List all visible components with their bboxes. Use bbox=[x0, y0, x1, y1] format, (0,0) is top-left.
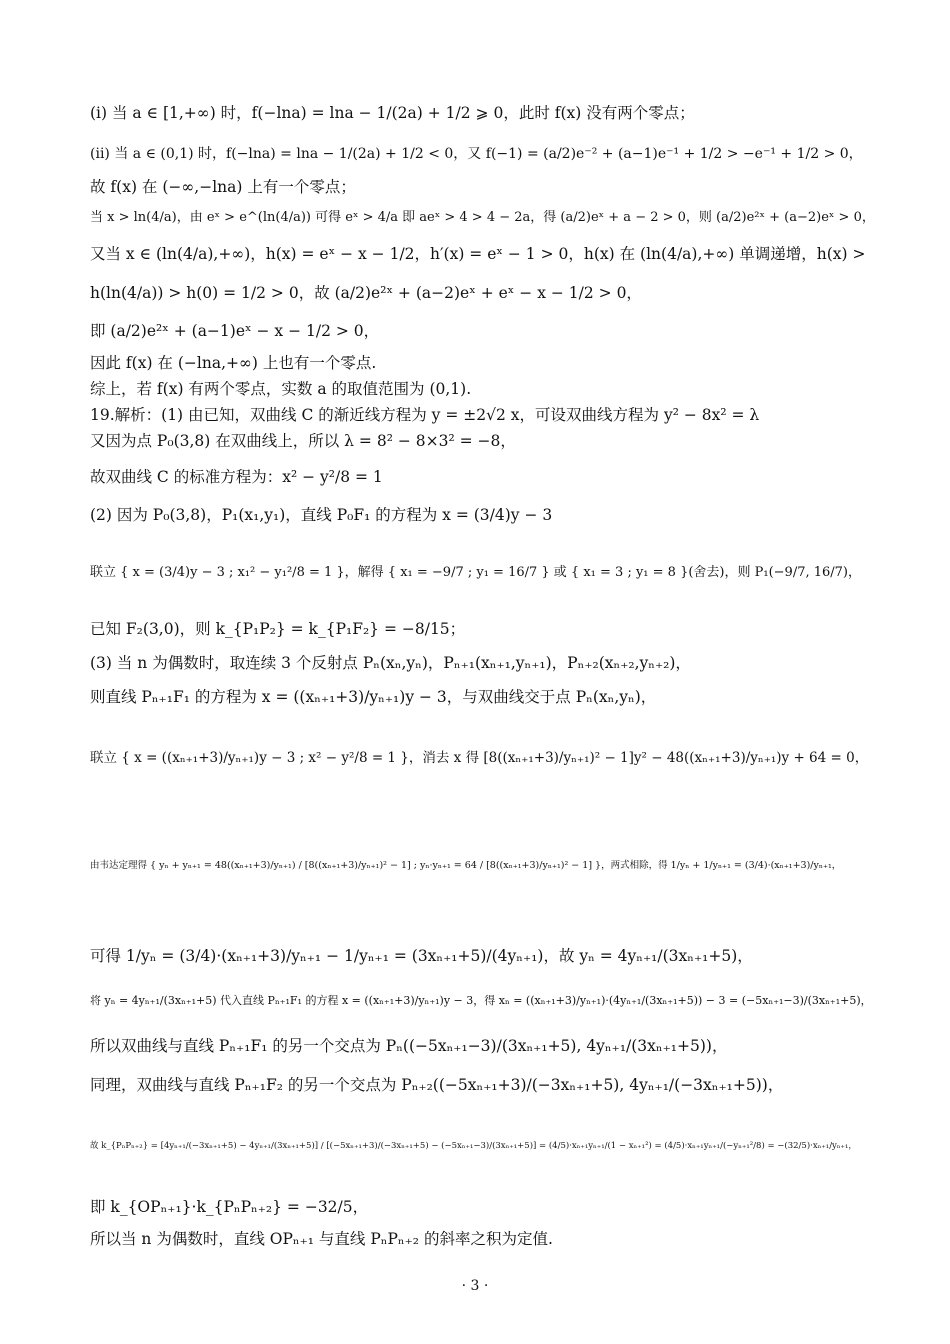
page-number: · 3 · bbox=[461, 1278, 489, 1294]
text-line-4: 当 x > ln(4/a)，由 eˣ > e^(ln(4/a)) 可得 eˣ > 4/a 即 aeˣ > 4 > 4 − 2a，得 (a/2)eˣ + a − 2 > 0，则 (a/2)e²ˣ + (a−2)eˣ > 0， bbox=[90, 210, 875, 225]
text-line-26: 所以当 n 为偶数时，直线 OPₙ₊₁ 与直线 PₙPₙ₊₂ 的斜率之积为定值. bbox=[90, 1230, 553, 1248]
text-line-5: 又当 x ∈ (ln(4/a),+∞)，h(x) = eˣ − x − 1/2，h′(x) = eˣ − 1 > 0，h(x) 在 (ln(4/a),+∞) 单调递增，h(x) > bbox=[90, 245, 866, 263]
text-line-17: 则直线 Pₙ₊₁F₁ 的方程为 x = ((xₙ₊₁+3)/yₙ₊₁)y − 3，与双曲线交于点 Pₙ(xₙ,yₙ)， bbox=[90, 688, 657, 706]
text-line-9: 综上，若 f(x) 有两个零点，实数 a 的取值范围为 (0,1). bbox=[90, 380, 472, 398]
text-line-20: 可得 1/yₙ = (3/4)·(xₙ₊₁+3)/yₙ₊₁ − 1/yₙ₊₁ = (3xₙ₊₁+5)/(4yₙ₊₁)，故 yₙ = 4yₙ₊₁/(3xₙ₊₁+5)， bbox=[90, 947, 753, 965]
text-line-6: h(ln(4/a)) > h(0) = 1/2 > 0，故 (a/2)e²ˣ + (a−2)eˣ + eˣ − x − 1/2 > 0， bbox=[90, 284, 642, 302]
text-line-25: 即 k_{OPₙ₊₁}·k_{PₙPₙ₊₂} = −32/5， bbox=[90, 1198, 369, 1216]
text-line-1: (i) 当 a ∈ [1,+∞) 时，f(−lna) = lna − 1/(2a) + 1/2 ⩾ 0，此时 f(x) 没有两个零点； bbox=[90, 104, 695, 122]
text-line-13: (2) 因为 P₀(3,8)，P₁(x₁,y₁)，直线 P₀F₁ 的方程为 x = (3/4)y − 3 bbox=[90, 506, 553, 524]
text-line-11: 又因为点 P₀(3,8) 在双曲线上，所以 λ = 8² − 8×3² = −8， bbox=[90, 432, 516, 450]
text-line-3: 故 f(x) 在 (−∞,−lna) 上有一个零点； bbox=[90, 178, 356, 196]
text-line-21: 将 yₙ = 4yₙ₊₁/(3xₙ₊₁+5) 代入直线 Pₙ₊₁F₁ 的方程 x = ((xₙ₊₁+3)/yₙ₊₁)y − 3，得 xₙ = ((xₙ₊₁+3)/yₙ₊₁)·(4yₙ₊₁/(3xₙ₊₁+5)) − 3 = (−5xₙ₊₁−3)/(3xₙ₊₁+5)， bbox=[90, 994, 872, 1007]
text-line-14: 联立 { x = (3/4)y − 3 ; x₁² − y₁²/8 = 1 }，解得 { x₁ = −9/7 ; y₁ = 16/7 } 或 { x₁ = 3 ; y₁ = 8 }(舍去)，则 P₁(−9/7, 16/7)， bbox=[90, 565, 861, 580]
text-line-16: (3) 当 n 为偶数时，取连续 3 个反射点 Pₙ(xₙ,yₙ)，Pₙ₊₁(xₙ₊₁,yₙ₊₁)，Pₙ₊₂(xₙ₊₂,yₙ₊₂)， bbox=[90, 654, 691, 672]
text-line-2: (ii) 当 a ∈ (0,1) 时，f(−lna) = lna − 1/(2a) + 1/2 < 0，又 f(−1) = (a/2)e⁻² + (a−1)e⁻¹ + 1/2 > −e⁻¹ + 1/2 > 0， bbox=[90, 146, 863, 162]
text-line-24: 故 k_{PₙPₙ₊₂} = [4yₙ₊₁/(−3xₙ₊₁+5) − 4yₙ₊₁/(3xₙ₊₁+5)] / [(−5xₙ₊₁+3)/(−3xₙ₊₁+5) − (−5xₙ₊₁−3)/(3xₙ₊₁+5)] = (4/5)·xₙ₊₁yₙ₊₁/(1 − xₙ₊₁²) = (4/5)·xₙ₊₁yₙ₊₁/(−yₙ₊₁²/8) = −(32/5)·xₙ₊₁/yₙ₊₁， bbox=[90, 1141, 857, 1151]
text-line-15: 已知 F₂(3,0)，则 k_{P₁P₂} = k_{P₁F₂} = −8/15； bbox=[90, 620, 466, 638]
text-line-19: 由韦达定理得 { yₙ + yₙ₊₁ = 48((xₙ₊₁+3)/yₙ₊₁) / [8((xₙ₊₁+3)/yₙ₊₁)² − 1] ; yₙ·yₙ₊₁ = 64 / [8((xₙ₊₁+3)/yₙ₊₁)² − 1] }，两式相除，得 1/yₙ + 1/yₙ₊₁ = (3/4)·(xₙ₊₁+3)/yₙ₊₁， bbox=[90, 860, 842, 871]
text-line-22: 所以双曲线与直线 Pₙ₊₁F₁ 的另一个交点为 Pₙ((−5xₙ₊₁−3)/(3xₙ₊₁+5), 4yₙ₊₁/(3xₙ₊₁+5))， bbox=[90, 1037, 728, 1055]
text-line-18: 联立 { x = ((xₙ₊₁+3)/yₙ₊₁)y − 3 ; x² − y²/8 = 1 }，消去 x 得 [8((xₙ₊₁+3)/yₙ₊₁)² − 1]y² − 48((xₙ₊₁+3)/yₙ₊₁)y + 64 = 0， bbox=[90, 750, 869, 766]
text-line-7: 即 (a/2)e²ˣ + (a−1)eˣ − x − 1/2 > 0， bbox=[90, 322, 380, 340]
text-line-10: 19.解析：(1) 由已知，双曲线 C 的渐近线方程为 y = ±2√2 x，可设双曲线方程为 y² − 8x² = λ bbox=[90, 406, 760, 424]
text-line-23: 同理，双曲线与直线 Pₙ₊₁F₂ 的另一个交点为 Pₙ₊₂((−5xₙ₊₁+3)/(−3xₙ₊₁+5), 4yₙ₊₁/(−3xₙ₊₁+5))， bbox=[90, 1076, 784, 1094]
text-line-12: 故双曲线 C 的标准方程为：x² − y²/8 = 1 bbox=[90, 468, 383, 486]
text-line-8: 因此 f(x) 在 (−lna,+∞) 上也有一个零点. bbox=[90, 354, 377, 372]
